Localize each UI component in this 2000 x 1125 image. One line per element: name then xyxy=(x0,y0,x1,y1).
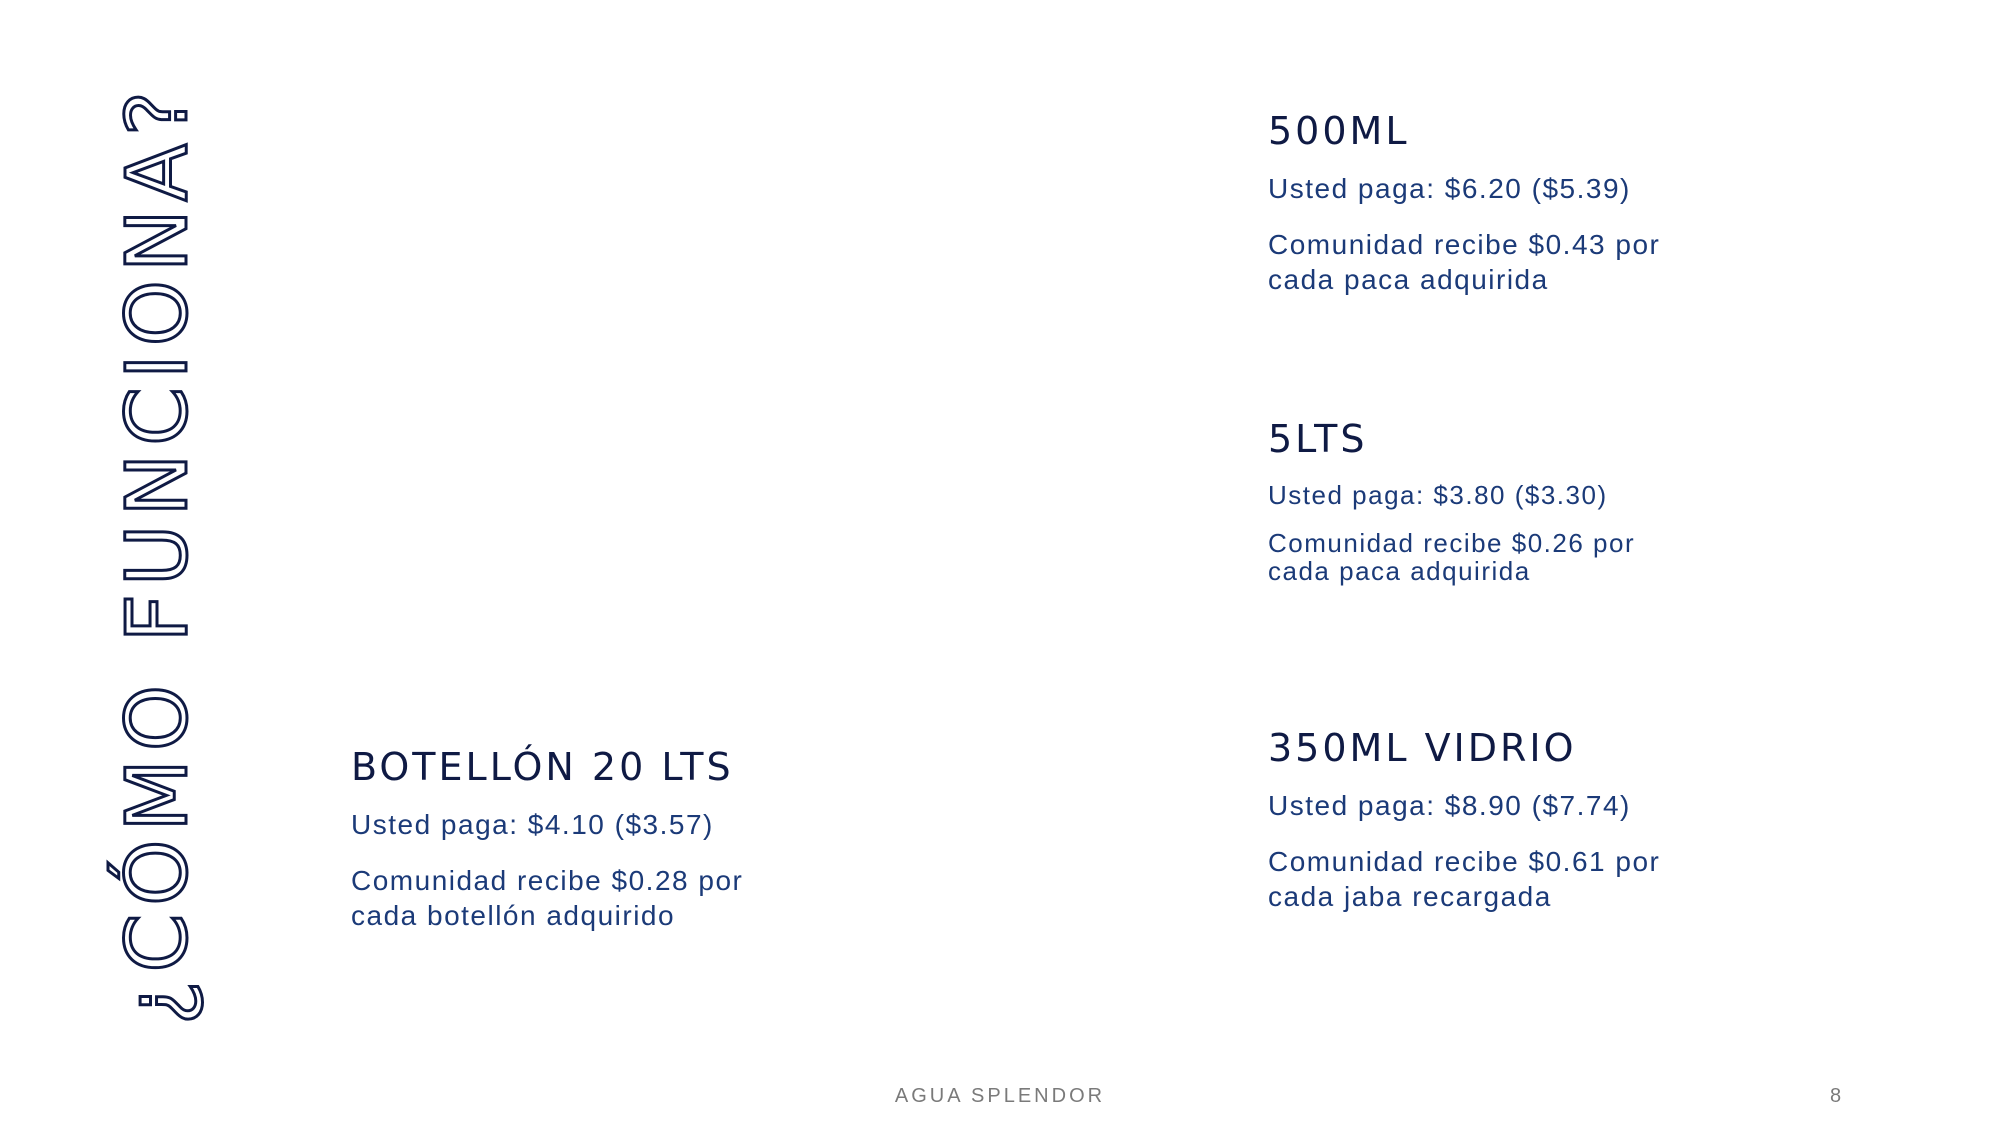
product-price: Usted paga: $8.90 ($7.74) xyxy=(1268,789,1631,821)
product-name: 500ML xyxy=(1268,109,1410,153)
product-5lts xyxy=(1268,418,1788,586)
community-benefit xyxy=(351,863,871,933)
community-benefit-line1: Comunidad recibe $0.43 por xyxy=(1268,229,1661,261)
page-title: ¿CÓMO FUNCIONA? xyxy=(108,83,206,1025)
product-botellon-20lts xyxy=(351,746,871,933)
community-benefit-line1: Comunidad recibe $0.61 por xyxy=(1268,846,1661,878)
page-number: 8 xyxy=(1830,1085,1842,1107)
community-benefit-line2: cada jaba recargada xyxy=(1268,881,1552,913)
community-benefit-line2: cada paca adquirida xyxy=(1268,556,1531,587)
community-benefit xyxy=(1268,844,1788,914)
product-name: BOTELLÓN 20 LTS xyxy=(351,745,734,789)
product-name: 350ML VIDRIO xyxy=(1268,726,1577,770)
product-name: 5LTS xyxy=(1268,417,1368,461)
community-benefit xyxy=(1268,529,1788,586)
product-price: Usted paga: $3.80 ($3.30) xyxy=(1268,479,1608,510)
product-500ml xyxy=(1268,110,1788,297)
product-price: Usted paga: $6.20 ($5.39) xyxy=(1268,172,1631,204)
product-price: Usted paga: $4.10 ($3.57) xyxy=(351,808,714,840)
community-benefit-line2: cada botellón adquirido xyxy=(351,900,676,932)
community-benefit-line2: cada paca adquirida xyxy=(1268,264,1549,296)
product-350ml-vidrio xyxy=(1268,727,1788,914)
community-benefit-line1: Comunidad recibe $0.26 por xyxy=(1268,527,1636,558)
footer-brand: AGUA SPLENDOR xyxy=(894,1085,1106,1107)
community-benefit-line1: Comunidad recibe $0.28 por xyxy=(351,865,744,897)
community-benefit xyxy=(1268,227,1788,297)
